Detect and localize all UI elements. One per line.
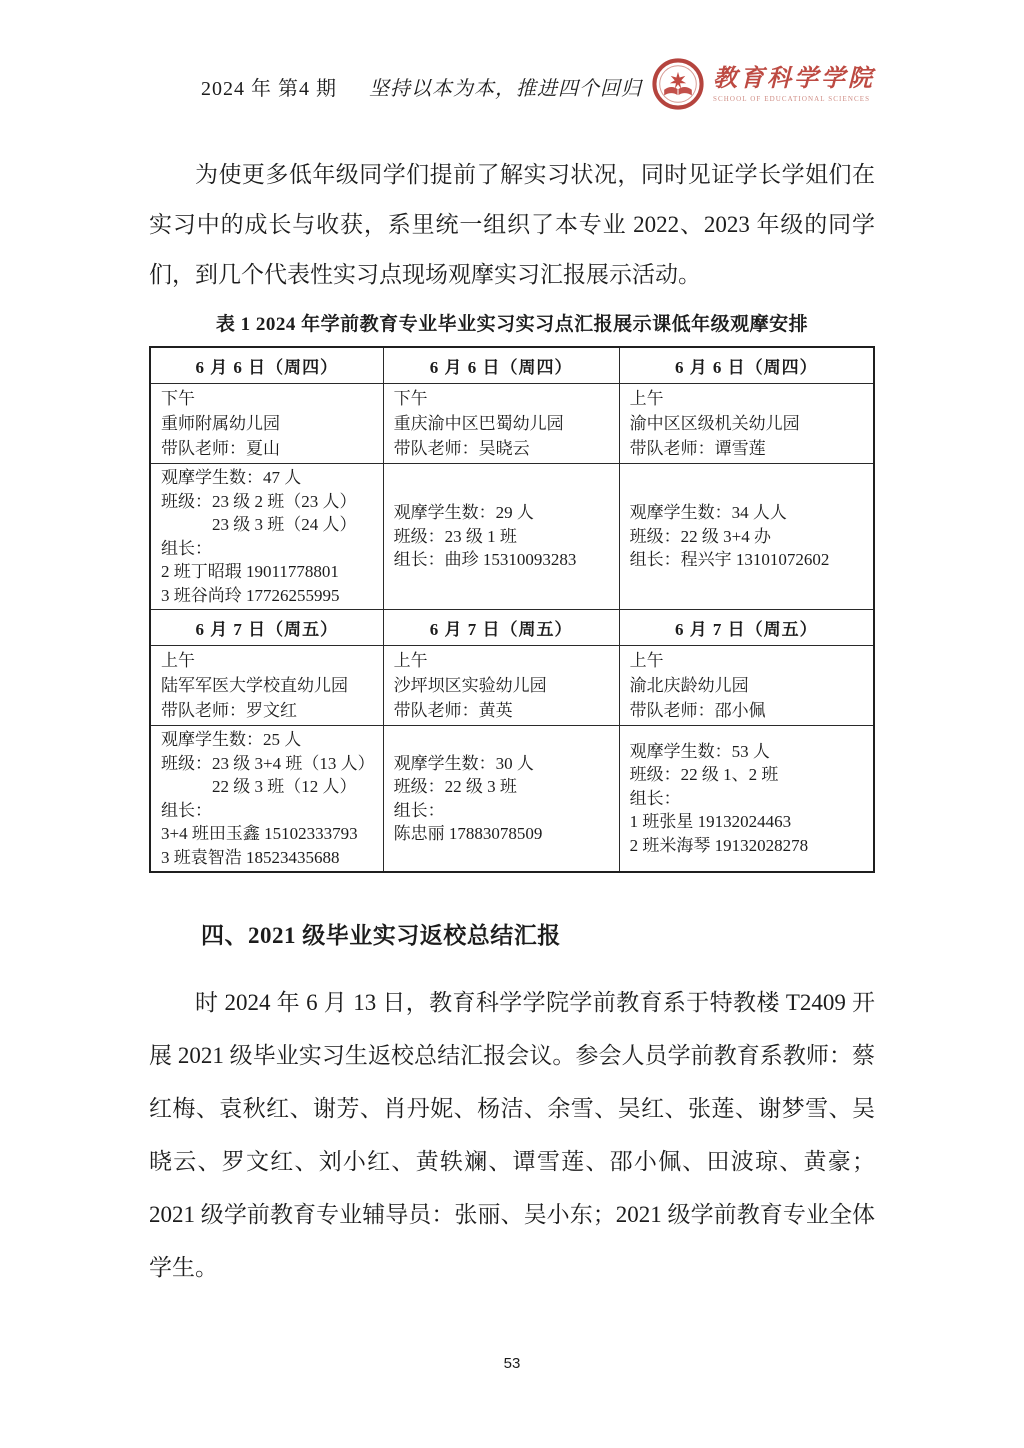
stats-cell: 观摩学生数：25 人 班级：23 级 3+4 班（13 人） 22 级 3 班（12 人） 组长： 3+4 班田玉鑫 15102333793 3 班袁智浩 18523435688 [150, 726, 383, 873]
table-caption: 表 1 2024 年学前教育专业毕业实习实习点汇报展示课低年级观摩安排 [215, 314, 809, 335]
issue-label: 2024 年 第4 期 [201, 78, 337, 100]
page-header [149, 56, 875, 120]
date-header-cell: 6 月 7 日（周五） [619, 610, 874, 646]
observation-schedule-table [149, 346, 875, 873]
college-logo [652, 58, 875, 110]
stats-row [150, 726, 874, 873]
header-slogan: 坚持以本为本，推进四个回归 [369, 78, 642, 100]
college-name-cn: 教育科学学院 [713, 65, 875, 92]
site-cell: 下午 重师附属幼儿园 带队老师：夏山 [150, 384, 383, 464]
date-header-cell: 6 月 6 日（周四） [619, 347, 874, 384]
site-row [150, 384, 874, 464]
site-cell: 下午 重庆渝中区巴蜀幼儿园 带队老师：吴晓云 [383, 384, 619, 464]
stats-cell: 观摩学生数：29 人 班级：23 级 1 班 组长：曲珍 15310093283 [383, 464, 619, 610]
date-header-cell: 6 月 7 日（周五） [383, 610, 619, 646]
stats-cell: 观摩学生数：53 人 班级：22 级 1、2 班 组长： 1 班张星 19132024463 2 班米海琴 19132028278 [619, 726, 874, 873]
header-text [149, 56, 642, 101]
site-row [150, 646, 874, 726]
page-number: 53 [503, 1355, 521, 1372]
college-name-en: SCHOOL OF EDUCATIONAL SCIENCES [713, 94, 871, 103]
intro-paragraph: 为使更多低年级同学们提前了解实习状况，同时见证学长学姐们在实习中的成长与收获，系里统一组织了本专业 2022、2023 年级的同学们，到几个代表性实习点现场观摩实习汇报展示活动。 [149, 162, 875, 287]
date-header-cell: 6 月 6 日（周四） [150, 347, 383, 384]
date-header-cell: 6 月 6 日（周四） [383, 347, 619, 384]
site-cell: 上午 渝中区区级机关幼儿园 带队老师：谭雪莲 [619, 384, 874, 464]
site-cell: 上午 渝北庆龄幼儿园 带队老师：邵小佩 [619, 646, 874, 726]
date-header-cell: 6 月 7 日（周五） [150, 610, 383, 646]
site-cell: 上午 沙坪坝区实验幼儿园 带队老师：黄英 [383, 646, 619, 726]
summary-paragraph: 时 2024 年 6 月 13 日，教育科学学院学前教育系于特教楼 T2409 开展 2021 级毕业实习生返校总结汇报会议。参会人员学前教育系教师：蔡红梅、袁秋红、谢芳、肖丹妮、杨洁、余雪、吴红、张莲、谢梦雪、吴晓云、罗文红、刘小红、黄轶斓、谭雪莲、邵小佩、田波琼、黄豪；2021 级学前教育专业辅导员：张丽、吴小东；2021 级学前教育专业全体学生。 [149, 990, 875, 1280]
date-header-row [150, 610, 874, 646]
college-emblem-icon [652, 58, 704, 110]
stats-cell: 观摩学生数：47 人 班级：23 级 2 班（23 人） 23 级 3 班（24 人） 组长： 2 班丁昭瑕 19011778801 3 班谷尚玲 17726255995 [150, 464, 383, 610]
college-logo-text [713, 66, 875, 103]
section-heading: 四、2021 级毕业实习返校总结汇报 [201, 923, 561, 948]
stats-cell: 观摩学生数：34 人人 班级：22 级 3+4 办 组长：程兴宇 13101072602 [619, 464, 874, 610]
site-cell: 上午 陆军军医大学校直幼儿园 带队老师：罗文红 [150, 646, 383, 726]
date-header-row [150, 347, 874, 384]
stats-row [150, 464, 874, 610]
stats-cell: 观摩学生数：30 人 班级：22 级 3 班 组长： 陈忠丽 17883078509 [383, 726, 619, 873]
